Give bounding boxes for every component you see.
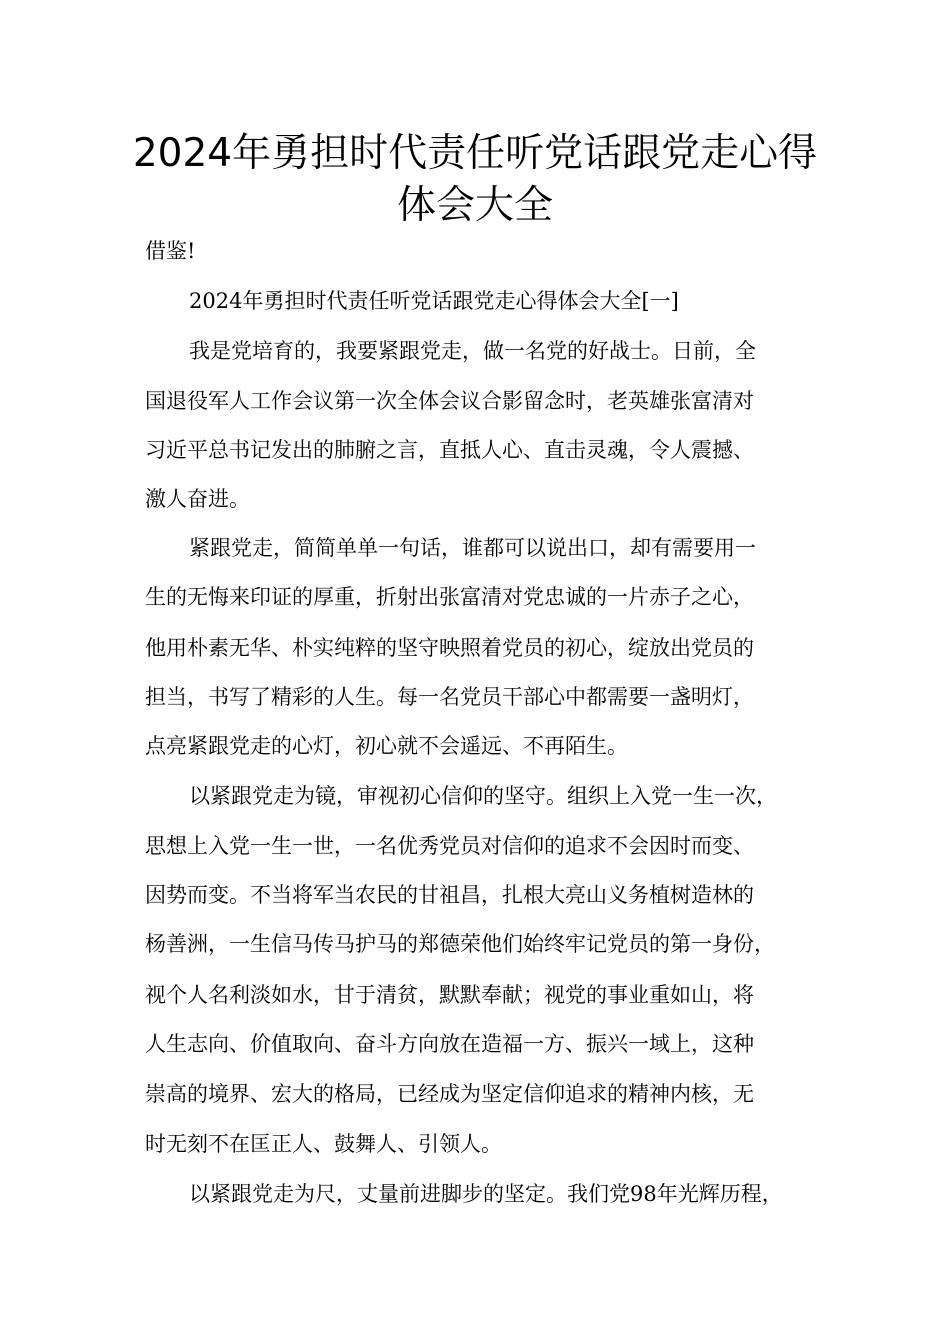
text-line: 习近平总书记发出的肺腑之言，直抵人心、直击灵魂，令人震撼、: [145, 438, 754, 462]
text-line: 借鉴!: [145, 239, 196, 263]
text-line: 激人奋进。: [145, 487, 250, 511]
document-title-line-2: 体会大全: [396, 183, 553, 228]
document-title-line-1: 2024年勇担时代责任听党话跟党走心得: [132, 131, 818, 176]
text-line: 他用朴素无华、朴实纯粹的坚守映照着党员的初心，绽放出党员的: [145, 636, 754, 660]
text-line: 人生志向、价值取向、奋斗方向放在造福一方、振兴一域上，这种: [145, 1032, 754, 1056]
text-line: 紧跟党走，简简单单一句话，谁都可以说出口，却有需要用一: [189, 536, 756, 560]
text-line: 担当，书写了精彩的人生。每一名党员干部心中都需要一盏明灯，: [145, 685, 754, 709]
text-line: 时无刻不在匡正人、鼓舞人、引领人。: [145, 1132, 502, 1156]
text-line: 国退役军人工作会议第一次全体会议合影留念时，老英雄张富清对: [145, 389, 754, 413]
text-line: 崇高的境界、宏大的格局，已经成为坚定信仰追求的精神内核，无: [145, 1082, 754, 1106]
text-line: 杨善洲，一生信马传马护马的郑德荣他们始终牢记党员的第一身份，: [145, 932, 775, 956]
text-line: 以紧跟党走为尺，丈量前进脚步的坚定。我们党98年光辉历程，: [189, 1182, 783, 1206]
text-line: 生的无悔来印证的厚重，折射出张富清对党忠诚的一片赤子之心，: [145, 585, 754, 609]
section-heading: 2024年勇担时代责任听党话跟党走心得体会大全[一]: [189, 289, 679, 313]
text-line: 我是党培育的，我要紧跟党走，做一名党的好战士。日前，全: [189, 339, 756, 363]
text-line: 点亮紧跟党走的心灯，初心就不会遥远、不再陌生。: [145, 734, 628, 758]
text-line: 因势而变。不当将军当农民的甘祖昌，扎根大亮山义务植树造林的: [145, 883, 754, 907]
text-line: 以紧跟党走为镜，审视初心信仰的坚守。组织上入党一生一次，: [189, 784, 777, 808]
text-line: 视个人名利淡如水，甘于清贫，默默奉献；视党的事业重如山，将: [145, 983, 754, 1007]
text-line: 思想上入党一生一世，一名优秀党员对信仰的追求不会因时而变、: [145, 834, 754, 858]
